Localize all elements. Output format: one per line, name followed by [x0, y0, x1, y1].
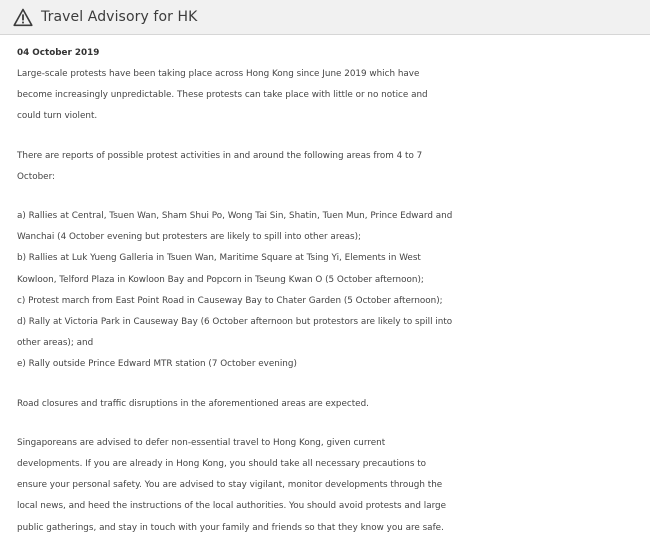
- reports-paragraph: [17, 146, 650, 188]
- list-item: e) Rally outside Prince Edward MTR station (7 October evening): [17, 359, 297, 370]
- text-line: October:: [17, 171, 56, 182]
- advisory-title: Travel Advisory for HK: [41, 9, 198, 25]
- list-item: d) Rally at Victoria Park in Causeway Bay (6 October afternoon but protestors are likely to spill into: [17, 317, 453, 328]
- list-item: Kowloon, Telford Plaza in Kowloon Bay and Popcorn in Tseung Kwan O (5 October afternoon);: [17, 274, 424, 285]
- text-line: local news, and heed the instructions of the local authorities. You should avoid protests and large: [17, 501, 447, 512]
- text-line: become increasingly unpredictable. These protests can take place with little or no notice and: [17, 90, 428, 101]
- list-item: a) Rallies at Central, Tsuen Wan, Sham Shui Po, Wong Tai Sin, Shatin, Tuen Mun, Prince Edward and: [17, 211, 453, 222]
- advisory-date: 04 October 2019: [17, 48, 100, 58]
- text-line: There are reports of possible protest activities in and around the following areas from 4 to 7: [17, 150, 423, 161]
- road-closures-paragraph: [17, 394, 650, 415]
- text-line: could turn violent.: [17, 111, 98, 122]
- list-item: b) Rallies at Luk Yueng Galleria in Tsuen Wan, Maritime Square at Tsing Yi, Elements in West: [17, 253, 421, 264]
- intro-paragraph: [17, 64, 650, 128]
- text-line: ensure your personal safety. You are advised to stay vigilant, monitor developments through the: [17, 480, 443, 491]
- warning-triangle-icon: [13, 8, 33, 27]
- list-item: Wanchai (4 October evening but protesters are likely to spill into other areas);: [17, 232, 362, 243]
- text-line: public gatherings, and stay in touch with your family and friends so that they know you are safe.: [17, 522, 444, 533]
- list-item: c) Protest march from East Point Road in Causeway Bay to Chater Garden (5 October afternoon);: [17, 295, 443, 306]
- text-line: Road closures and traffic disruptions in the aforementioned areas are expected.: [17, 398, 369, 409]
- advisory-header: [0, 0, 650, 35]
- advisory-body: [17, 43, 650, 539]
- protest-locations-list: [17, 206, 650, 376]
- text-line: Large-scale protests have been taking place across Hong Kong since June 2019 which have: [17, 69, 420, 79]
- list-item: other areas); and: [17, 338, 94, 349]
- text-line: developments. If you are already in Hong Kong, you should take all necessary precautions to: [17, 459, 427, 470]
- text-line: Singaporeans are advised to defer non-essential travel to Hong Kong, given current: [17, 437, 386, 448]
